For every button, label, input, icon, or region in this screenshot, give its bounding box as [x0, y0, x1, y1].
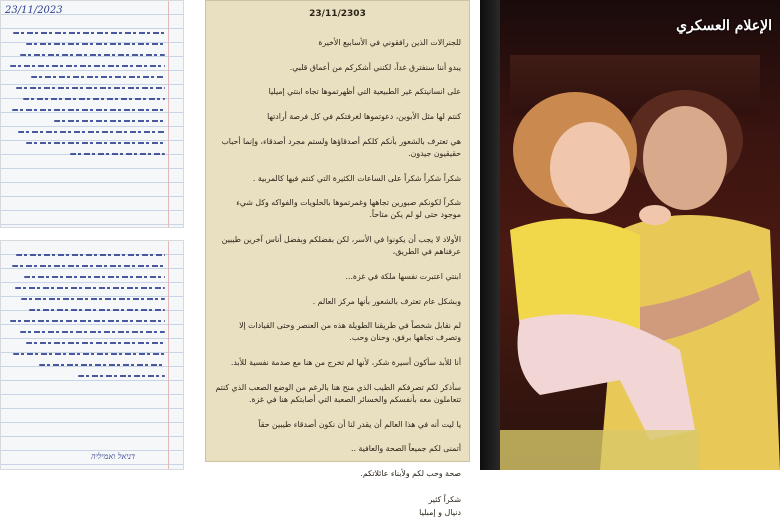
photo-figures: [480, 0, 780, 470]
letter-paragraph: أنا للأبد سأكون أسيرة شكر، لأنها لم تخرج من هنا مع صدمة نفسية للأبد.: [230, 358, 461, 368]
handwritten-text-block: [7, 27, 165, 164]
letter-paragraph: يا ليت أنه في هذا العالم أن يقدر لنا أن نكون أصدقاء طيبين حقاً: [258, 419, 461, 429]
letter-paragraph: شكراً شكراً شكراً على الساعات الكثيرة التي كنتم فيها كالمربية .: [252, 173, 461, 183]
handwritten-page-top: [0, 0, 184, 228]
letter-paragraph: صحة وحب لكم ولأبناء عائلاتكم.: [360, 468, 461, 478]
translated-letter: [205, 0, 470, 517]
letter-body: [214, 25, 461, 492]
letter-paragraph: على انسانيتكم غير الطبيعية التي أظهرتموها تجاه ابنتي إميليا: [268, 87, 461, 97]
military-media-logo: الإعلام العسكري: [676, 18, 772, 34]
release-photo: [480, 0, 780, 470]
letter-paragraph: كنتم لها مثل الأبوين، دعوتموها لغرفتكم في كل فرصة أرادتها: [267, 112, 461, 122]
letter-paragraph: ابنتي اعتبرت نفسها ملكة في غزة...: [345, 271, 461, 281]
letter-paragraph: هي تعترف بالشعور بأنكم كلكم أصدقاؤها ولستم مجرد أصدقاء، وإنما أحباب حقيقيون جيدون.: [221, 136, 461, 158]
handwritten-signature: דניאל ואמיליה: [91, 452, 136, 461]
child-face: [550, 122, 630, 214]
handwritten-date: 23/11/2023: [5, 5, 63, 16]
child-hand: [639, 205, 671, 225]
letter-paragraph: شكراً لكونكم صبورين تجاهها وغمرتموها بالحلويات والفواكه وكل شيء موجود حتى لو لم يكن متاحاً.: [236, 198, 461, 220]
letter-paragraph: للجنرالات الذين رافقوني في الأسابيع الأخيرة: [318, 38, 461, 48]
letter-paragraph: يبدو أننا سنفترق غداً، لكنني أشكركم من أعماق قلبي.: [289, 62, 461, 72]
page-margin-line: [168, 1, 169, 227]
woman-face: [643, 106, 727, 210]
letter-date: 23/11/2303: [309, 9, 366, 19]
letter-paragraph: أتمنى لكم جميعاً الصحة والعافية ..: [351, 444, 461, 454]
page-margin-line: [168, 241, 169, 469]
fabric-bottom: [500, 430, 700, 470]
letter-paragraph: سأذكر لكم تصرفكم الطيب الذي منح هنا بالرغم من الوضع الصعب الذي كنتم تتعاملون معه بأنفسكم والخسائر الصعبة التي أصابتكم هنا في غزة.: [215, 382, 461, 404]
letter-paragraph: لم نقابل شخصاً في طريقنا الطويلة هذه من العنصر وحتى القيادات إلا وتصرف تجاهها برفق، وحنان وحب.: [239, 321, 461, 343]
letter-paragraph: وبشكل عام تعترف بالشعور بأنها مركز العالم .: [312, 296, 461, 306]
handwritten-page-bottom: [0, 240, 184, 470]
letter-signature: دنيال و إمبليا: [419, 508, 461, 517]
handwritten-text-block: [7, 249, 165, 386]
child-shirt: [510, 219, 640, 330]
letter-paragraph: الأولاد لا يجب أن يكونوا في الأسر، لكن بفضلكم وبفضل أناس آخرين طيبين عرفناهم في الطريق،: [221, 235, 461, 257]
letter-closing: شكراً كثير: [428, 495, 461, 505]
